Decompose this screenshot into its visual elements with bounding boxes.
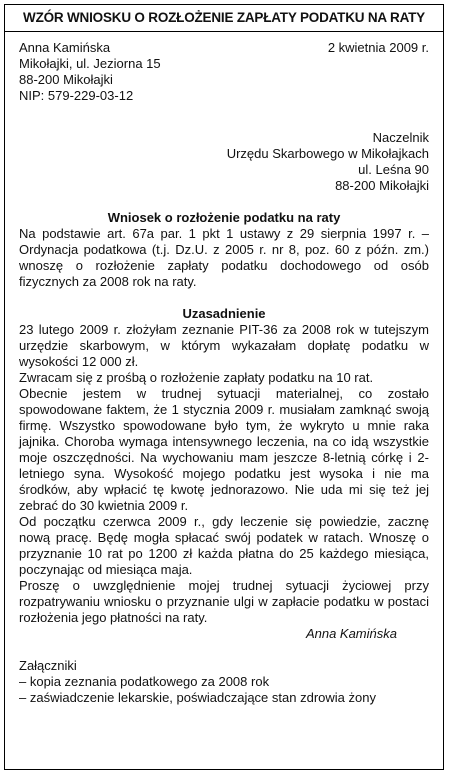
attachment-item-1: – kopia zeznania podatkowego za 2008 rok xyxy=(19,674,270,689)
justification-paragraph-1: 23 lutego 2009 r. złożyłam zeznanie PIT-36 za 2008 rok w tutejszym urzędzie skarbowym, w którym wykazałam dopłatę podatku w wysokości 12 000 zł. xyxy=(19,322,429,369)
document-frame xyxy=(4,4,444,770)
recipient-line-3: ul. Leśna 90 xyxy=(358,162,429,177)
sender-name: Anna Kamińska xyxy=(19,40,111,55)
justification-paragraph-3: Obecnie jestem w trudnej sytuacji materialnej, co zostało spowodowane faktem, że 1 stycznia 2009 r. musiałam zamknąć swoją firmę. Wszystko spowodowane było tym, że wykryto u mnie raka jajnika. Choroba wymaga intensywnego leczenia, na co idą wszystkie moje oszczędności. Na wychowaniu mam jeszcze 8-letnią córkę i 2-letniego syna. Wysokość mojego podatku jest wysoka i nie ma środków, aby wpłacić tę kwotę jednorazowo. Nie uda mi się też jej zebrać do 30 kwietnia 2009 r. xyxy=(19,386,429,513)
justification-paragraph-5: Proszę o uwzględnienie mojej trudnej sytuacji życiowej przy rozpatrywaniu wniosku o przyznanie ulgi w zapłacie podatku w postaci rozłożenia jego płatności na raty. xyxy=(19,578,429,625)
sender-address-street: Mikołajki, ul. Jeziorna 15 xyxy=(19,56,161,71)
recipient-block xyxy=(19,130,429,194)
justification-paragraph-2: Zwracam się z prośbą o rozłożenie zapłaty podatku na 10 rat. xyxy=(19,370,374,385)
justification-heading: Uzasadnienie xyxy=(182,306,266,321)
sender-row xyxy=(19,40,429,104)
signature: Anna Kamińska xyxy=(305,626,397,641)
justification-paragraph-4: Od początku czerwca 2009 r., gdy leczenie się powiedzie, zacznę nową pracę. Będę mogła spłacać swój podatek w ratach. Wnoszę o przyznanie 10 rat po 1200 zł każda płatna do 25 każdego miesiąca, poczynając od miesiąca maja. xyxy=(19,514,429,577)
letter-date: 2 kwietnia 2009 r. xyxy=(327,40,429,55)
recipient-line-2: Urzędu Skarbowego w Mikołajkach xyxy=(226,146,429,161)
recipient-line-4: 88-200 Mikołajki xyxy=(335,178,429,193)
request-heading: Wniosek o rozłożenie podatku na raty xyxy=(107,210,341,225)
sender-nip: NIP: 579-229-03-12 xyxy=(19,88,134,103)
attachments-block xyxy=(19,658,429,706)
document-content xyxy=(5,32,443,706)
request-body: Na podstawie art. 67a par. 1 pkt 1 ustawy z 29 sierpnia 1997 r. – Ordynacja podatkowa (t.j. Dz.U. z 2005 r. nr 8, poz. 60 z późn. zm.) wnoszę o rozłożenie zapłaty podatku dochodowego od osób fizycznych za 2008 rok na raty. xyxy=(19,226,429,289)
sender-address-city: 88-200 Mikołajki xyxy=(19,72,113,87)
sender-block xyxy=(19,40,161,104)
attachments-heading: Załączniki xyxy=(19,658,77,673)
document-title: WZÓR WNIOSKU O ROZŁOŻENIE ZAPŁATY PODATKU NA RATY xyxy=(5,5,443,32)
attachment-item-2: – zaświadczenie lekarskie, poświadczające stan zdrowia żony xyxy=(19,690,376,705)
recipient-line-1: Naczelnik xyxy=(372,130,429,145)
